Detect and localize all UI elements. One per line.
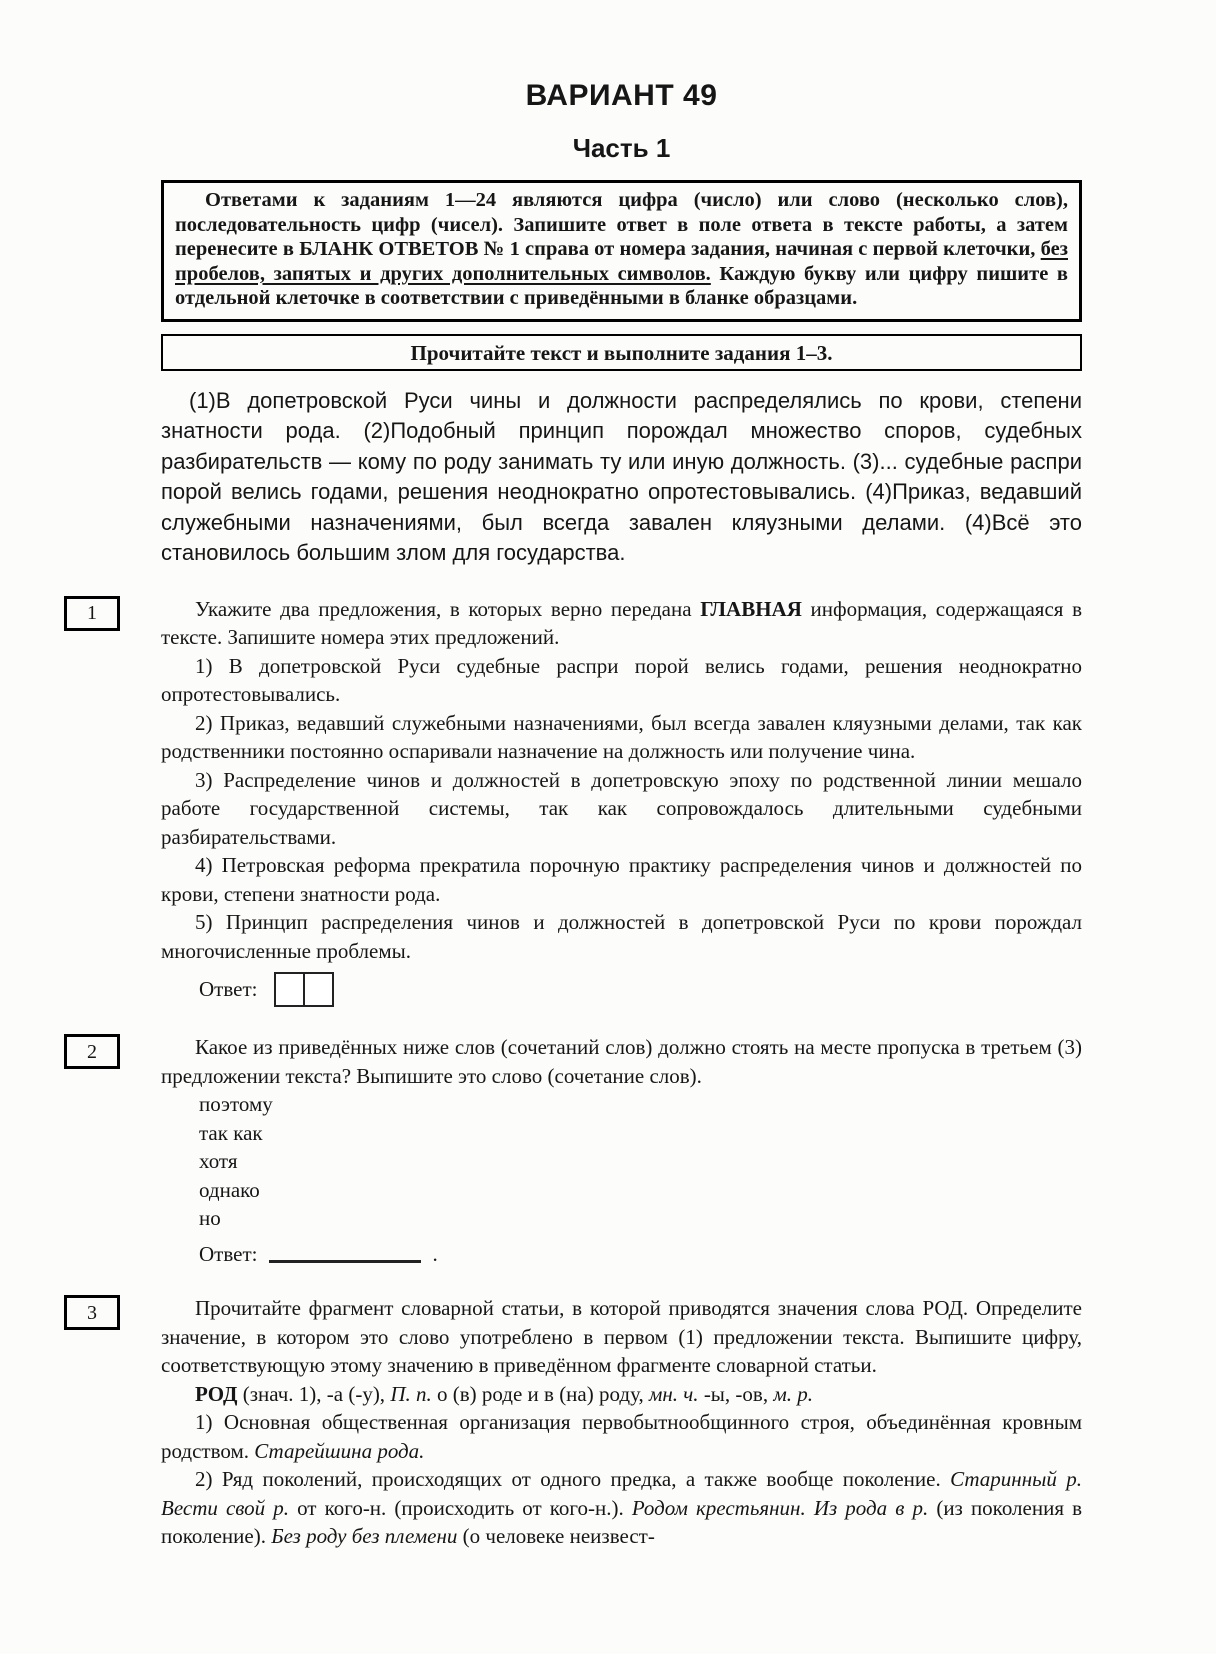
question-3-dictionary-meaning-1 <box>161 1408 1082 1465</box>
variant-title: ВАРИАНТ 49 <box>525 79 718 112</box>
question-1-option-4: 4) Петровская реформа прекратила порочную практику распределения чинов и должностей по крови, степени знатности рода. <box>161 853 1082 906</box>
question-3-dictionary-headword <box>161 1380 1082 1409</box>
question-2 <box>87 1033 1082 1268</box>
answer-cell[interactable] <box>274 972 305 1007</box>
answer-label: Ответ: <box>199 1241 258 1266</box>
page-content <box>87 0 1082 1551</box>
question-1-number: 1 <box>64 596 120 631</box>
question-1-option-3: 3) Распределение чинов и должностей в допетровскую эпоху по родственной линии мешало работе государственной системы, так как сопровождалось длительными судебными разбирательствами. <box>161 767 1082 849</box>
text-segment: (о человеке неизвест- <box>457 1524 655 1548</box>
text-segment: Старинный р. Вести свой р. <box>161 1467 1082 1520</box>
question-1-answer-row <box>161 972 1082 1007</box>
text-segment: (знач. 1), -а (-у), <box>237 1381 391 1406</box>
text-segment: Ответами к заданиям 1—24 являются цифра (число) или слово (несколько слов), последовательность цифр (чисел). Запишите ответ в поле ответа в тексте работы, а затем перенесите в БЛАНК ОТВЕТОВ № 1 справа от номера задания, начиная с первой клеточки, <box>175 189 1068 260</box>
question-2-option-5: но <box>199 1206 221 1230</box>
text-segment: от кого-н. (происходить от кого-н.). <box>288 1495 632 1520</box>
reading-passage: (1)В допетровской Руси чины и должности распределялись по крови, степени знатности рода. (2)Подобный принцип порождал множество споров, судебных разбирательств — кому по роду занимать ту или иную должность. (3)... судебные распри порой велись годами, решения неоднократно опротестовывались. (4)Приказ, ведавший служебными назначениями, был всегда завален кляузными делами. (4)Всё это становилось большим злом для государства. <box>161 387 1082 565</box>
text-segment: Из рода в р. <box>813 1495 929 1520</box>
question-2-answer-row <box>161 1240 1082 1269</box>
text-segment: о (в) роде и в (на) роду, <box>431 1381 649 1406</box>
instruction-box <box>161 180 1082 322</box>
text-segment: м. р. <box>773 1381 813 1406</box>
text-segment: Без роду без племени <box>271 1524 458 1548</box>
text-segment: Каждую букву или цифру пишите в отдельной клеточке в соответствии с приведёнными в бланке образцами. <box>175 262 1068 309</box>
question-2-option-4: однако <box>199 1177 260 1202</box>
question-2-stem: Какое из приведённых ниже слов (сочетаний слов) должно стоять на месте пропуска в третьем (3) предложении текста? Выпишите это слово (сочетание слов). <box>161 1035 1082 1088</box>
question-1-answer-grid <box>274 972 334 1007</box>
answer-cell[interactable] <box>303 972 334 1007</box>
text-segment: Родом крестьянин. <box>631 1495 806 1520</box>
text-segment: -ы, -ов, <box>698 1381 774 1406</box>
question-3-number: 3 <box>64 1295 120 1330</box>
answer-period: . <box>432 1241 438 1266</box>
question-2-number: 2 <box>64 1034 120 1069</box>
text-segment: мн. ч. <box>648 1381 699 1406</box>
part-title: Часть 1 <box>572 133 671 163</box>
text-segment: 1) Основная общественная организация первобытнообщинного строя, объединённая кровным родством. <box>161 1410 1082 1463</box>
text-segment <box>806 1496 814 1520</box>
question-2-option-1: поэтому <box>199 1092 273 1116</box>
text-segment: РОД <box>195 1381 238 1406</box>
answer-blank[interactable] <box>269 1245 421 1263</box>
task-banner-text: Прочитайте текст и выполните задания 1–3. <box>410 340 833 365</box>
text-segment: Старейшина рода. <box>254 1438 425 1463</box>
answer-label: Ответ: <box>199 977 258 1002</box>
question-1-option-2: 2) Приказ, ведавший служебными назначениями, был всегда завален кляузными делами, так как родственники постоянно оспаривали назначение на должность или получение чина. <box>161 710 1082 763</box>
question-1 <box>87 595 1082 1008</box>
text-segment: П. п. <box>390 1381 432 1406</box>
task-banner <box>161 334 1082 371</box>
question-1-option-1: 1) В допетровской Руси судебные распри порой велись годами, решения неоднократно опротестовывались. <box>161 653 1082 706</box>
question-1-stem <box>161 595 1082 652</box>
question-2-option-2: так как <box>199 1120 263 1145</box>
text-segment: ГЛАВНАЯ <box>700 596 802 621</box>
text-segment: без пробелов, запятых и других дополнительных символов. <box>175 238 1068 285</box>
question-3-dictionary-meaning-2 <box>161 1465 1082 1551</box>
text-segment: информация, содержащаяся в тексте. Запишите номера этих предложений. <box>161 596 1082 649</box>
question-3-stem: Прочитайте фрагмент словарной статьи, в которой приводятся значения слова РОД. Определите значение, в котором это слово употреблено в первом (1) предложении текста. Выпишите цифру, соответствующую этому значению в приведённом фрагменте словарной статьи. <box>161 1296 1082 1377</box>
text-segment: 2) Ряд поколений, происходящих от одного предка, а также вообще поколение. <box>195 1467 951 1491</box>
instruction-text <box>175 188 1068 311</box>
text-segment: Укажите два предложения, в которых верно передана <box>195 596 701 621</box>
question-2-option-3: хотя <box>199 1149 238 1173</box>
text-segment: (из поколения в поколение). <box>161 1495 1082 1548</box>
question-1-option-5: 5) Принцип распределения чинов и должностей в допетровской Руси по крови порождал многочисленные проблемы. <box>161 910 1082 963</box>
question-3 <box>87 1294 1082 1551</box>
